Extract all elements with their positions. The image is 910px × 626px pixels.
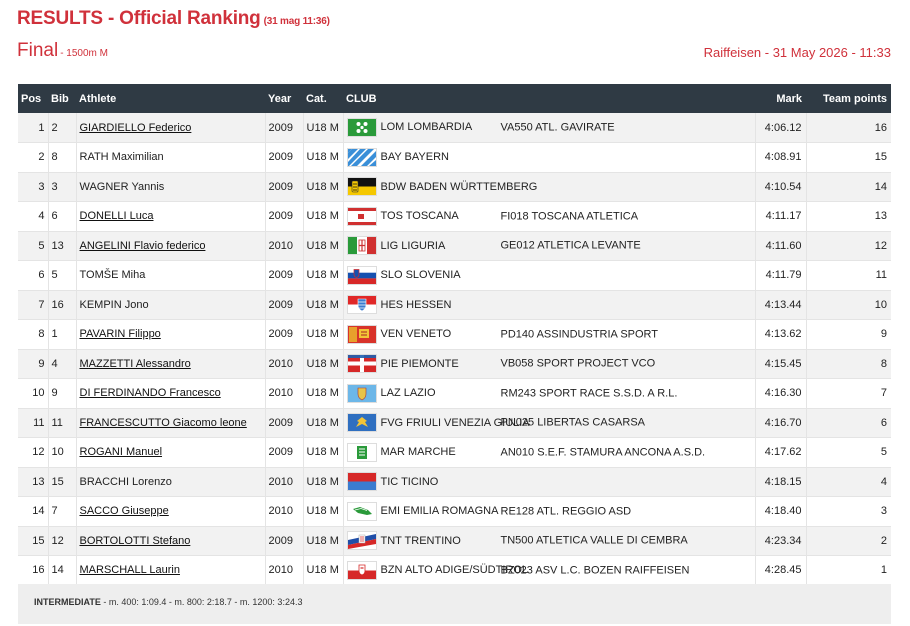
points-cell: 4	[806, 467, 891, 497]
year-cell: 2010	[265, 349, 303, 379]
club-label: TN500 ATLETICA VALLE DI CEMBRA	[500, 534, 688, 547]
club-label: GE012 ATLETICA LEVANTE	[500, 239, 641, 252]
results-table	[18, 84, 891, 586]
cat-cell: U18 M	[303, 320, 343, 350]
year-cell: 2010	[265, 556, 303, 586]
mark-cell: 4:13.44	[755, 290, 806, 320]
mark-cell: 4:28.45	[755, 556, 806, 586]
athlete-link[interactable]: ROGANI Manuel	[79, 446, 163, 459]
points-cell: 16	[806, 113, 891, 143]
table-row	[18, 438, 891, 468]
toscana-flag-icon	[347, 207, 377, 226]
year-cell: 2009	[265, 113, 303, 143]
cat-cell: U18 M	[303, 556, 343, 586]
athlete-link[interactable]: DI FERDINANDO Francesco	[79, 387, 221, 400]
bib-cell: 4	[48, 349, 76, 379]
mark-cell: 4:08.91	[755, 143, 806, 173]
points-cell: 1	[806, 556, 891, 586]
points-cell: 8	[806, 349, 891, 379]
club-cell	[343, 467, 755, 497]
pos-cell: 7	[18, 290, 48, 320]
region-label: PIE PIEMONTE	[380, 357, 459, 370]
col-pos: Pos	[21, 92, 42, 105]
club-cell	[343, 556, 755, 586]
club-cell	[343, 408, 755, 438]
club-cell	[343, 202, 755, 232]
points-cell: 5	[806, 438, 891, 468]
altoadige-flag-icon	[347, 561, 377, 580]
region-label: HES HESSEN	[380, 298, 452, 311]
col-team-points: Team points	[823, 92, 887, 105]
club-label: BZ023 ASV L.C. BOZEN RAIFFEISEN	[500, 564, 690, 577]
table-row	[18, 231, 891, 261]
athlete-name: KEMPIN Jono	[79, 298, 149, 311]
points-cell: 6	[806, 408, 891, 438]
pos-cell: 9	[18, 349, 48, 379]
event-meta: Raiffeisen - 31 May 2026 - 11:33	[703, 45, 891, 60]
points-cell: 7	[806, 379, 891, 409]
club-cell	[343, 113, 755, 143]
bib-cell: 8	[48, 143, 76, 173]
mark-cell: 4:11.79	[755, 261, 806, 291]
athlete-cell[interactable]	[76, 408, 265, 438]
bib-cell: 15	[48, 467, 76, 497]
bib-cell: 9	[48, 379, 76, 409]
pos-cell: 12	[18, 438, 48, 468]
year-cell: 2009	[265, 172, 303, 202]
mark-cell: 4:23.34	[755, 526, 806, 556]
table-row	[18, 408, 891, 438]
mark-cell: 4:16.30	[755, 379, 806, 409]
cat-cell: U18 M	[303, 349, 343, 379]
year-cell: 2009	[265, 143, 303, 173]
club-label: PD140 ASSINDUSTRIA SPORT	[500, 328, 659, 341]
phase-label: Final	[17, 40, 59, 61]
cat-cell: U18 M	[303, 497, 343, 527]
cat-cell: U18 M	[303, 290, 343, 320]
lazio-flag-icon	[347, 384, 377, 403]
points-cell: 3	[806, 497, 891, 527]
bib-cell: 12	[48, 526, 76, 556]
club-label: VA550 ATL. GAVIRATE	[500, 121, 615, 134]
bayern-flag-icon	[347, 148, 377, 167]
athlete-link[interactable]: ANGELINI Flavio federico	[79, 239, 206, 252]
region-label: LOM LOMBARDIA	[380, 121, 473, 134]
mark-cell: 4:16.70	[755, 408, 806, 438]
year-cell: 2009	[265, 526, 303, 556]
col-club: CLUB	[346, 92, 377, 105]
points-cell: 13	[806, 202, 891, 232]
cat-cell: U18 M	[303, 231, 343, 261]
pos-cell: 13	[18, 467, 48, 497]
club-label: RM243 SPORT RACE S.S.D. A R.L.	[500, 387, 678, 400]
table-row	[18, 467, 891, 497]
athlete-name: WAGNER Yannis	[79, 180, 165, 193]
club-label: RE128 ATL. REGGIO ASD	[500, 505, 632, 518]
points-cell: 15	[806, 143, 891, 173]
veneto-flag-icon	[347, 325, 377, 344]
athlete-link[interactable]: BORTOLOTTI Stefano	[79, 534, 191, 547]
mark-cell: 4:18.40	[755, 497, 806, 527]
year-cell: 2009	[265, 290, 303, 320]
athlete-cell[interactable]	[76, 497, 265, 527]
table-row	[18, 290, 891, 320]
athlete-cell[interactable]	[76, 349, 265, 379]
table-row	[18, 556, 891, 586]
cat-cell: U18 M	[303, 526, 343, 556]
table-row	[18, 320, 891, 350]
athlete-link[interactable]: FRANCESCUTTO Giacomo leone	[79, 416, 247, 429]
pos-cell: 8	[18, 320, 48, 350]
cat-cell: U18 M	[303, 143, 343, 173]
region-label: EMI EMILIA ROMAGNA	[380, 505, 499, 518]
cat-cell: U18 M	[303, 379, 343, 409]
club-cell	[343, 261, 755, 291]
year-cell: 2010	[265, 467, 303, 497]
mark-cell: 4:11.17	[755, 202, 806, 232]
table-row	[18, 497, 891, 527]
pos-cell: 1	[18, 113, 48, 143]
table-row	[18, 349, 891, 379]
bib-cell: 10	[48, 438, 76, 468]
region-label: TIC TICINO	[380, 475, 439, 488]
slovenia-flag-icon	[347, 266, 377, 285]
cat-cell: U18 M	[303, 172, 343, 202]
club-label: PN025 LIBERTAS CASARSA	[500, 416, 645, 429]
bw-flag-icon	[347, 177, 377, 196]
region-label: BZN ALTO ADIGE/SÜDTIROL	[380, 564, 529, 577]
region-label: BDW BADEN WÜRTTEMBERG	[380, 180, 538, 193]
athlete-cell	[76, 467, 265, 497]
emilia-flag-icon	[347, 502, 377, 521]
athlete-cell	[76, 261, 265, 291]
club-label: VB058 SPORT PROJECT VCO	[500, 357, 656, 370]
page-title	[17, 8, 330, 30]
lombardia-flag-icon	[347, 118, 377, 137]
cat-cell: U18 M	[303, 467, 343, 497]
points-cell: 10	[806, 290, 891, 320]
mark-cell: 4:06.12	[755, 113, 806, 143]
athlete-cell	[76, 290, 265, 320]
piemonte-flag-icon	[347, 354, 377, 373]
year-cell: 2009	[265, 408, 303, 438]
athlete-link[interactable]: DONELLI Luca	[79, 210, 154, 223]
club-cell	[343, 320, 755, 350]
region-label: FVG FRIULI VENEZIA GIULIA	[380, 416, 530, 429]
region-label: LIG LIGURIA	[380, 239, 446, 252]
pos-cell: 4	[18, 202, 48, 232]
table-row	[18, 143, 891, 173]
club-cell	[343, 526, 755, 556]
ticino-flag-icon	[347, 472, 377, 491]
mark-cell: 4:15.45	[755, 349, 806, 379]
year-cell: 2010	[265, 379, 303, 409]
pos-cell: 16	[18, 556, 48, 586]
table-header	[18, 84, 891, 113]
athlete-link[interactable]: SACCO Giuseppe	[79, 505, 169, 518]
athlete-cell	[76, 143, 265, 173]
table-body	[18, 113, 891, 585]
mark-cell: 4:17.62	[755, 438, 806, 468]
club-cell	[343, 438, 755, 468]
table-row	[18, 379, 891, 409]
club-cell	[343, 349, 755, 379]
club-cell	[343, 379, 755, 409]
athlete-link[interactable]: GIARDIELLO Federico	[79, 121, 192, 134]
athlete-cell[interactable]	[76, 113, 265, 143]
year-cell: 2009	[265, 261, 303, 291]
region-label: TOS TOSCANA	[380, 210, 459, 223]
pos-cell: 10	[18, 379, 48, 409]
club-label: FI018 TOSCANA ATLETICA	[500, 210, 639, 223]
mark-cell: 4:10.54	[755, 172, 806, 202]
bib-cell: 2	[48, 113, 76, 143]
marche-flag-icon	[347, 443, 377, 462]
points-cell: 2	[806, 526, 891, 556]
region-label: BAY BAYERN	[380, 151, 449, 164]
title-timestamp: (31 mag 11:36)	[263, 16, 330, 27]
pos-cell: 14	[18, 497, 48, 527]
year-cell: 2010	[265, 497, 303, 527]
bib-cell: 3	[48, 172, 76, 202]
mark-cell: 4:11.60	[755, 231, 806, 261]
cat-cell: U18 M	[303, 261, 343, 291]
pos-cell: 11	[18, 408, 48, 438]
bib-cell: 1	[48, 320, 76, 350]
table-row	[18, 202, 891, 232]
club-cell	[343, 172, 755, 202]
mark-cell: 4:18.15	[755, 467, 806, 497]
points-cell: 12	[806, 231, 891, 261]
athlete-cell[interactable]	[76, 526, 265, 556]
bib-cell: 7	[48, 497, 76, 527]
bib-cell: 11	[48, 408, 76, 438]
pos-cell: 2	[18, 143, 48, 173]
region-label: SLO SLOVENIA	[380, 269, 461, 282]
col-year: Year	[268, 92, 292, 105]
athlete-cell	[76, 172, 265, 202]
mark-cell: 4:13.62	[755, 320, 806, 350]
athlete-cell[interactable]	[76, 320, 265, 350]
bib-cell: 16	[48, 290, 76, 320]
region-label: VEN VENETO	[380, 328, 452, 341]
points-cell: 11	[806, 261, 891, 291]
club-cell	[343, 143, 755, 173]
athlete-cell[interactable]	[76, 379, 265, 409]
liguria-flag-icon	[347, 236, 377, 255]
pos-cell: 3	[18, 172, 48, 202]
club-label: AN010 S.E.F. STAMURA ANCONA A.S.D.	[500, 446, 706, 459]
cat-cell: U18 M	[303, 408, 343, 438]
region-label: LAZ LAZIO	[380, 387, 436, 400]
hessen-flag-icon	[347, 295, 377, 314]
cat-cell: U18 M	[303, 202, 343, 232]
trentino-flag-icon	[347, 531, 377, 550]
bib-cell: 6	[48, 202, 76, 232]
table-row	[18, 261, 891, 291]
fvg-flag-icon	[347, 413, 377, 432]
col-mark: Mark	[776, 92, 802, 105]
year-cell: 2009	[265, 438, 303, 468]
region-label: MAR MARCHE	[380, 446, 456, 459]
intermediate-splits: - m. 400: 1:09.4 - m. 800: 2:18.7 - m. 1200: 3:24.3	[100, 597, 303, 607]
athlete-link[interactable]: MAZZETTI Alessandro	[79, 357, 191, 370]
col-cat: Cat.	[306, 92, 327, 105]
col-bib: Bib	[51, 92, 69, 105]
distance-label: - 1500m M	[60, 48, 108, 59]
bib-cell: 5	[48, 261, 76, 291]
athlete-link[interactable]: MARSCHALL Laurin	[79, 564, 180, 577]
club-cell	[343, 231, 755, 261]
intermediate-footer	[18, 584, 891, 624]
points-cell: 9	[806, 320, 891, 350]
points-cell: 14	[806, 172, 891, 202]
intermediate-label: INTERMEDIATE	[34, 597, 101, 607]
col-athlete: Athlete	[79, 92, 117, 105]
intermediate-text	[34, 597, 302, 607]
athlete-cell[interactable]	[76, 231, 265, 261]
bib-cell: 14	[48, 556, 76, 586]
table-row	[18, 113, 891, 143]
year-cell: 2009	[265, 320, 303, 350]
bib-cell: 13	[48, 231, 76, 261]
cat-cell: U18 M	[303, 113, 343, 143]
athlete-name: TOMŠE Miha	[79, 269, 146, 282]
year-cell: 2010	[265, 231, 303, 261]
club-cell	[343, 497, 755, 527]
athlete-name: BRACCHI Lorenzo	[79, 475, 172, 488]
athlete-link[interactable]: PAVARIN Filippo	[79, 328, 161, 341]
athlete-cell[interactable]	[76, 202, 265, 232]
athlete-name: RATH Maximilian	[79, 151, 164, 164]
title-text: RESULTS - Official Ranking	[17, 8, 261, 29]
athlete-cell[interactable]	[76, 556, 265, 586]
table-row	[18, 526, 891, 556]
pos-cell: 15	[18, 526, 48, 556]
table-row	[18, 172, 891, 202]
year-cell: 2009	[265, 202, 303, 232]
phase-heading	[17, 40, 108, 62]
club-cell	[343, 290, 755, 320]
pos-cell: 5	[18, 231, 48, 261]
pos-cell: 6	[18, 261, 48, 291]
athlete-cell[interactable]	[76, 438, 265, 468]
region-label: TNT TRENTINO	[380, 534, 461, 547]
cat-cell: U18 M	[303, 438, 343, 468]
